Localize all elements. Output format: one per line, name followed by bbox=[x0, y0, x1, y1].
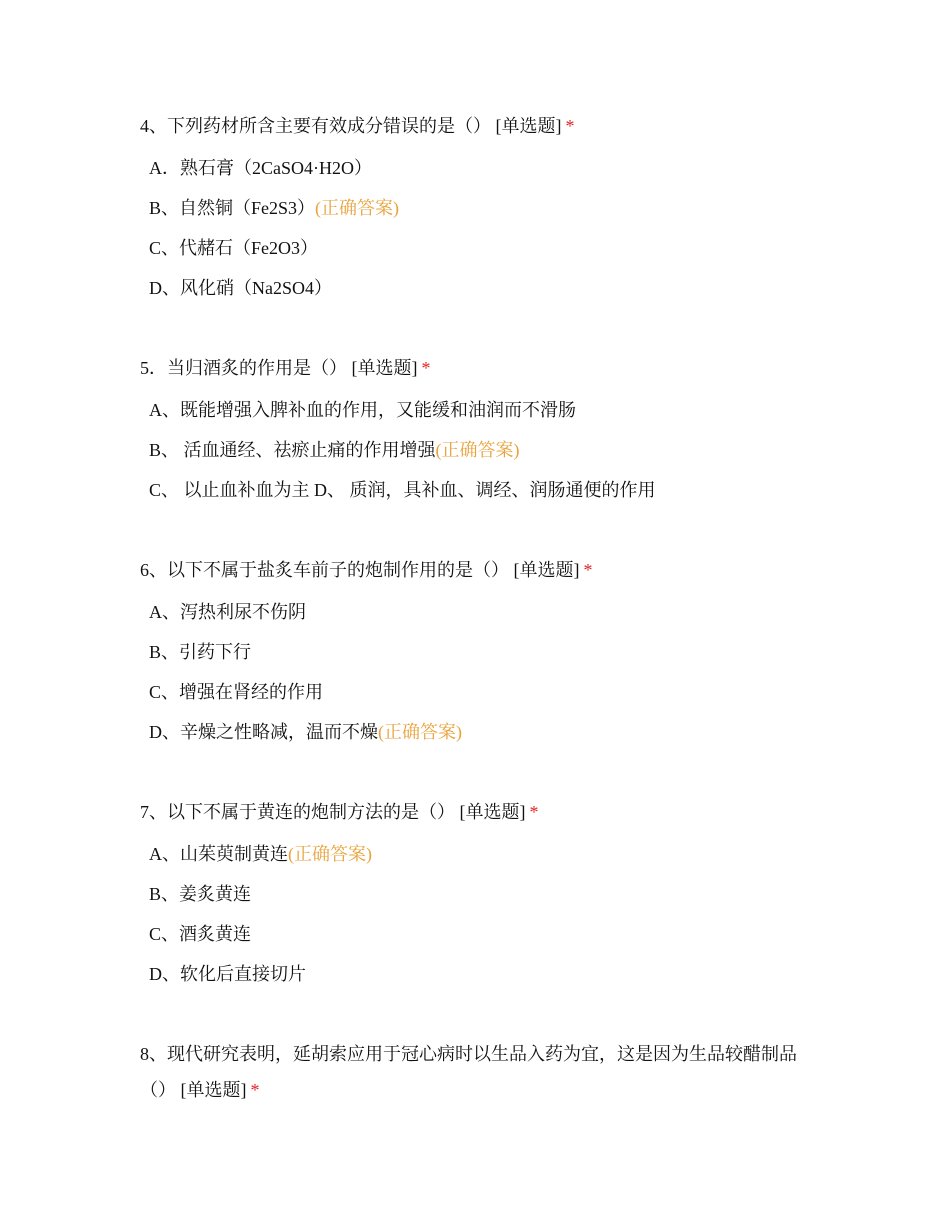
option-b[interactable]: B、姜炙黄连 bbox=[149, 884, 252, 904]
required-mark: * bbox=[583, 560, 593, 580]
question-title: 5．当归酒炙的作用是（） [单选题] * bbox=[140, 358, 431, 378]
option-d[interactable]: D、风化硝（Na2SO4） bbox=[149, 278, 332, 298]
option-c[interactable]: C、代赭石（Fe2O3） bbox=[149, 238, 319, 258]
option-a[interactable]: A、山茱萸制黄连(正确答案) bbox=[149, 844, 372, 864]
question-7 bbox=[140, 794, 820, 994]
option-b[interactable]: B、引药下行 bbox=[149, 642, 252, 662]
option-c[interactable]: C、增强在肾经的作用 bbox=[149, 682, 324, 702]
correct-answer-tag: (正确答案) bbox=[315, 198, 400, 218]
option-d[interactable]: D、辛燥之性略减，温而不燥(正确答案) bbox=[149, 722, 462, 742]
option-b[interactable]: B、自然铜（Fe2S3）(正确答案) bbox=[149, 198, 400, 218]
correct-answer-tag: (正确答案) bbox=[378, 722, 462, 742]
option-c[interactable]: C、 以止血补血为主 D、 质润，具补血、调经、润肠通便的作用 bbox=[149, 480, 656, 500]
correct-answer-tag: (正确答案) bbox=[288, 844, 372, 864]
option-list bbox=[140, 834, 820, 994]
question-4 bbox=[140, 108, 820, 308]
question-5 bbox=[140, 350, 820, 510]
required-mark: * bbox=[250, 1080, 260, 1100]
option-a[interactable]: A．熟石膏（2CaSO4·H2O） bbox=[149, 158, 372, 178]
question-6 bbox=[140, 552, 820, 752]
option-a[interactable]: A、既能增强入脾补血的作用，又能缓和油润而不滑肠 bbox=[149, 400, 576, 420]
option-b[interactable]: B、 活血通经、祛瘀止痛的作用增强(正确答案) bbox=[149, 440, 520, 460]
option-list bbox=[140, 592, 820, 752]
option-list bbox=[140, 390, 820, 510]
question-8 bbox=[140, 1036, 820, 1108]
option-d[interactable]: D、软化后直接切片 bbox=[149, 964, 306, 984]
question-title: 8、现代研究表明，延胡索应用于冠心病时以生品入药为宜，这是因为生品较醋制品（） [单选题] * bbox=[140, 1044, 797, 1100]
option-c[interactable]: C、酒炙黄连 bbox=[149, 924, 252, 944]
option-a[interactable]: A、泻热利尿不伤阴 bbox=[149, 602, 306, 622]
required-mark: * bbox=[565, 116, 575, 136]
option-list bbox=[140, 148, 820, 308]
required-mark: * bbox=[529, 802, 539, 822]
required-mark: * bbox=[421, 358, 431, 378]
question-title: 6、以下不属于盐炙车前子的炮制作用的是（） [单选题] * bbox=[140, 560, 593, 580]
correct-answer-tag: (正确答案) bbox=[435, 440, 520, 460]
question-title: 4、下列药材所含主要有效成分错误的是（） [单选题] * bbox=[140, 116, 575, 136]
question-title: 7、以下不属于黄连的炮制方法的是（） [单选题] * bbox=[140, 802, 539, 822]
